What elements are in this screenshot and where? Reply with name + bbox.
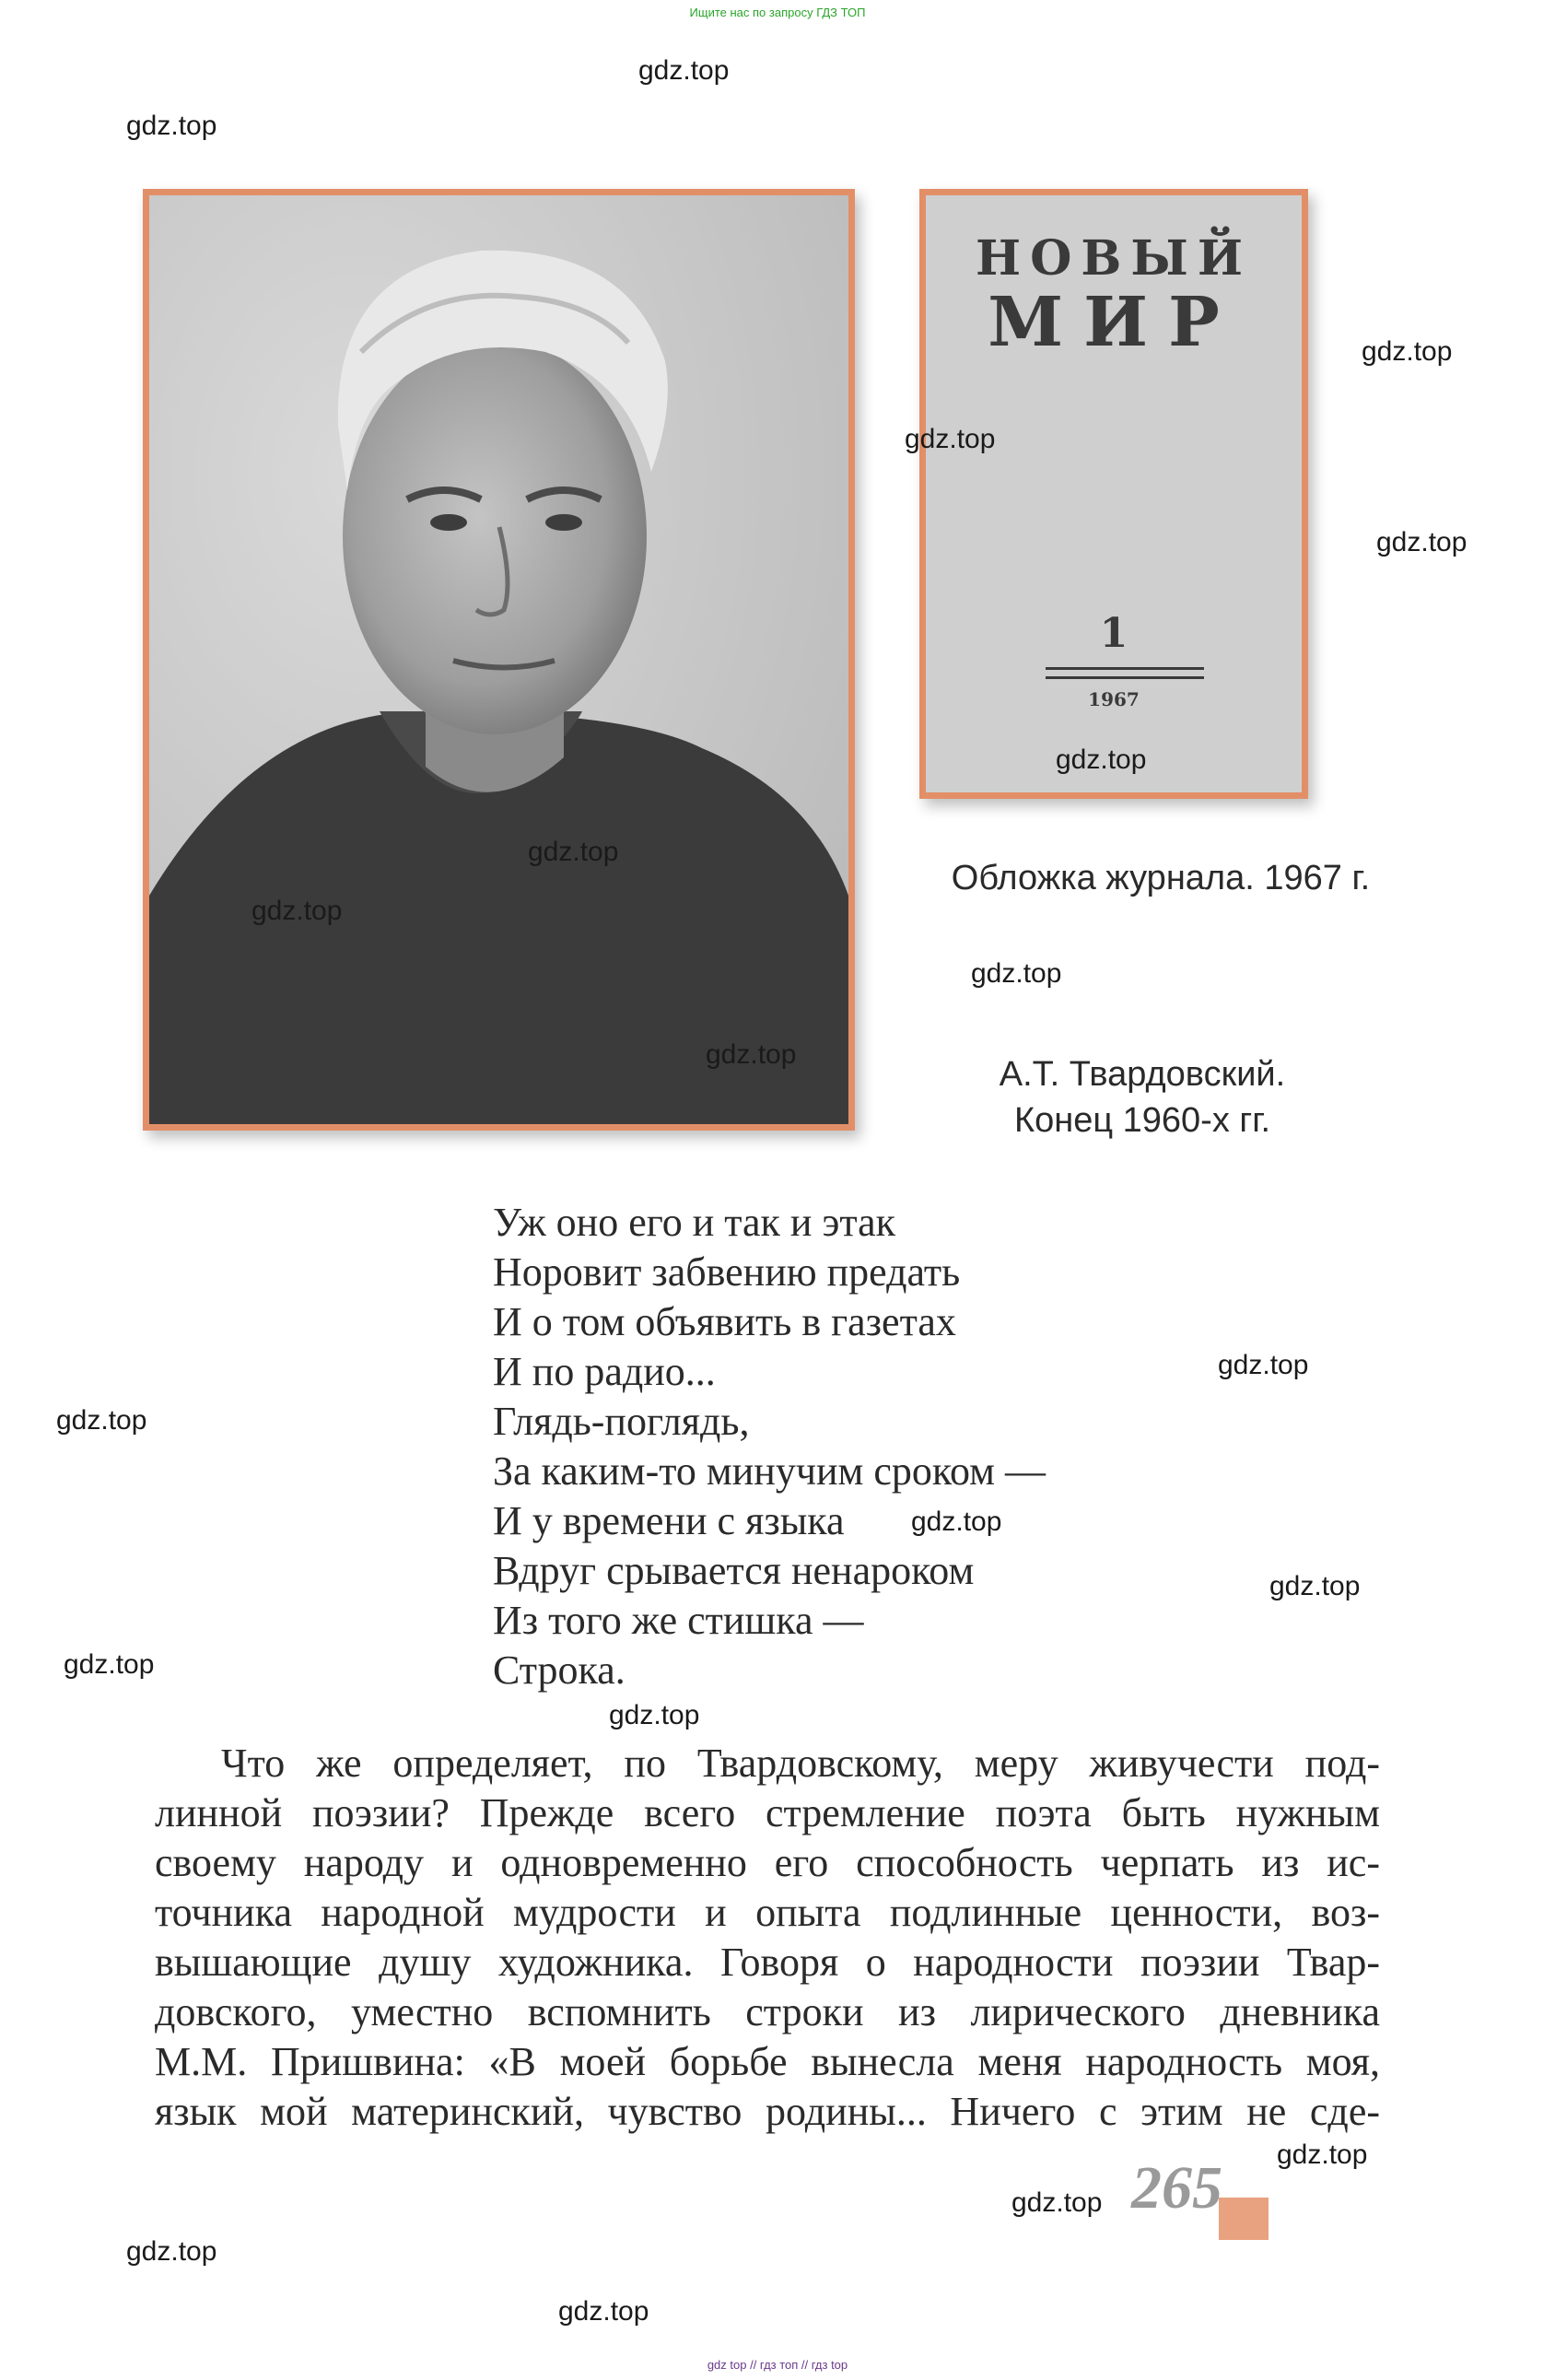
watermark: gdz.top [911,1507,1002,1537]
poem-line: Уж оно его и так и этак [493,1200,896,1245]
watermark: gdz.top [56,1405,147,1436]
watermark: gdz.top [1269,1571,1361,1601]
paragraph-line: довского, уместно вспомнить строки из лирического дневника [155,1989,1380,2034]
watermark: gdz.top [1277,2140,1368,2170]
body-paragraph [155,1739,1380,2137]
paragraph-line: точника народной мудрости и опыта подлинные ценности, воз- [155,1890,1380,1935]
cover-rule-bottom [1046,676,1204,679]
poem [493,1198,1046,1695]
cover-title-line2: МИР [988,283,1240,362]
cover-year: 1967 [1088,688,1140,710]
poem-line: И по радио... [493,1349,716,1394]
watermark: gdz.top [1376,527,1467,557]
paragraph-line: своему народу и одновременно его способность черпать из ис- [155,1840,1380,1885]
cover-rule-top [1046,667,1204,670]
cover-issue-number: 1 [1099,610,1128,657]
watermark: gdz.top [528,837,619,867]
portrait-photo [143,189,855,1131]
watermark: gdz.top [126,111,217,141]
poem-line: И у времени с языка [493,1498,845,1543]
watermark: gdz.top [971,958,1062,989]
poem-line: За каким-то минучим сроком — [493,1448,1046,1494]
portrait-illustration [149,195,848,1124]
paragraph-line: Что же определяет, по Твардовскому, меру живучести под- [221,1741,1380,1786]
watermark: gdz.top [126,2236,217,2267]
watermark: gdz.top [251,896,343,926]
poem-line: Глядь-поглядь, [493,1399,750,1444]
page-number: 265 [1131,2154,1222,2222]
paragraph-line: язык мой материнский, чувство родины... Ничего с этим не сде- [155,2089,1380,2134]
footer-note: gdz top // гдз топ // гдз top [707,2358,848,2372]
poem-line: Вдруг срывается ненароком [493,1548,975,1593]
watermark: gdz.top [706,1039,797,1070]
portrait-caption-line2: Конец 1960-х гг. [1013,1101,1271,1140]
watermark: gdz.top [1056,744,1147,775]
poem-line: Строка. [493,1647,626,1693]
magazine-cover [919,189,1308,799]
paragraph-line: линной поэзии? Прежде всего стремление поэта быть нужным [155,1790,1380,1835]
watermark: gdz.top [905,424,996,454]
watermark: gdz.top [1011,2187,1103,2218]
poem-line: Из того же стишка — [493,1598,864,1643]
header-note: Ищите нас по запросу ГДЗ ТОП [689,6,866,19]
poem-line: И о том объявить в газетах [493,1299,956,1344]
paragraph-line: вышающие душу художника. Говоря о народности поэзии Твар- [155,1940,1380,1985]
poem-line: Норовит забвению предать [493,1249,961,1295]
watermark: gdz.top [638,55,730,86]
watermark: gdz.top [558,2296,649,2327]
watermark: gdz.top [1218,1350,1309,1380]
cover-caption: Обложка журнала. 1967 г. [951,859,1371,897]
watermark: gdz.top [64,1649,155,1680]
page-number-accent [1219,2198,1269,2240]
cover-title-line1: НОВЫЙ [976,230,1252,287]
portrait-caption-line1: А.Т. Твардовский. [999,1055,1286,1094]
paragraph-line: М.М. Пришвина: «В моей борьбе вынесла меня народность моя, [155,2039,1380,2084]
watermark: gdz.top [1362,336,1453,367]
watermark: gdz.top [609,1700,700,1730]
